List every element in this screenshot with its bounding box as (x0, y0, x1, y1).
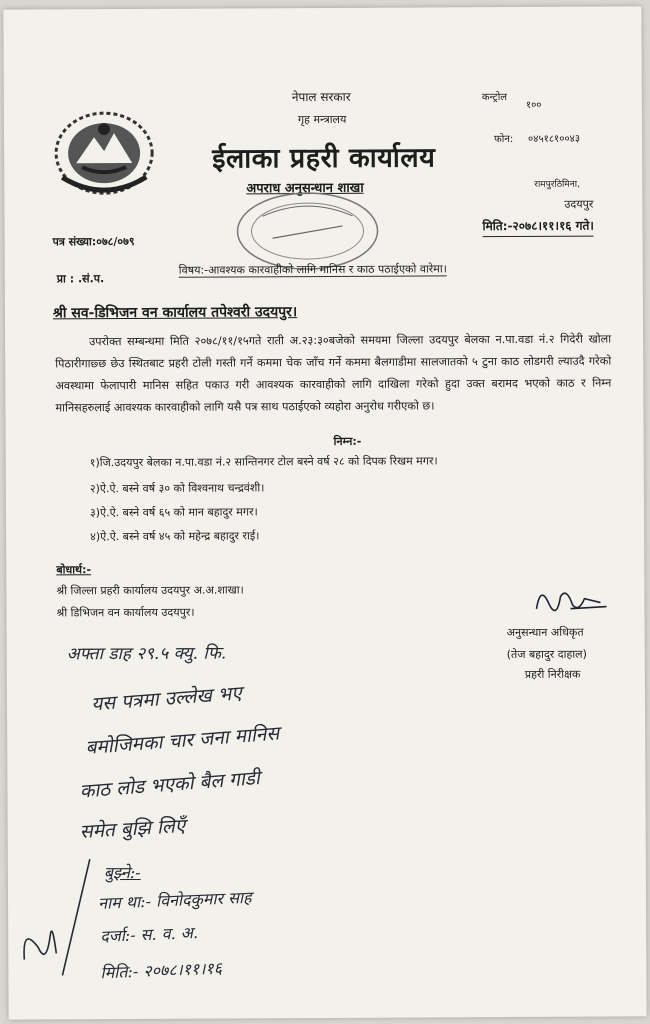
list-item: ४)ऐ.ऐ. बस्ने वर्ष ४५ को महेन्द्र बहादुर राई। (90, 529, 260, 544)
list-item: १)जि.उदयपुर बेलका न.पा.वडा नं.२ सान्तिनगर टोल बस्ने वर्ष २८ को दिपक रिखम मगर। (89, 454, 438, 470)
cc-item: श्री जिल्ला प्रहरी कार्यालय उदयपुर अ.अ.शाखा। (56, 583, 244, 598)
recipient: श्री सव-डिभिजन वन कार्यालय तपेश्वरी उदयपुर। (52, 304, 298, 322)
letter-page (3, 6, 646, 1019)
officer-title: अनुसन्धान अधिकृत (506, 625, 584, 640)
officer-rank: प्रहरी निरीक्षक (524, 667, 581, 681)
receiver-label: बुझ्ने:- (103, 862, 141, 883)
office-title: ईलाका प्रहरी कार्यालय (212, 142, 436, 175)
pra-label: प्रा : .सं.प. (56, 272, 105, 286)
control-value: १०० (525, 99, 542, 111)
list-item: २)ऐ.ऐ. बस्ने वर्ष ३० को विश्वनाथ चन्द्रवंशी। (89, 481, 265, 496)
letter-date: मिति:-२०७८।११।१६ गते। (482, 217, 593, 238)
receiver-date: मिति:- २०७८।११।१६ (100, 958, 223, 983)
receiver-name: नाम था:- विनोदकुमार साह (97, 887, 252, 913)
receiver-rank: दर्जा:- स. व. अ. (99, 922, 199, 946)
government-name: नेपाल सरकार (291, 89, 351, 105)
handwritten-note-line: यस पत्रमा उल्लेख भए (90, 682, 243, 716)
address-line-1: रामपुरठिमिना, (534, 179, 580, 190)
phone-label: फोन: (494, 134, 514, 146)
phone-value: ०४५१८१००४३ (528, 133, 581, 145)
list-item: ३)ऐ.ऐ. बस्ने वर्ष ६५ को मान बहादुर मगर। (89, 505, 258, 520)
letter-body: उपरोक्त सम्बन्धमा मिति २०७८/११/१५गते राती अ.२३:३०बजेको समयमा जिल्ला उदयपुर बेलका न.पा.वडा नं.२ गिदेरी खोला पिठारीगाछ्छ छेउ स्थितबाट प्रहरी टोली गस्ती गर्ने कममा चेक जाँच गर्ने कममा बैलगाडीमा सालजातको ५ टुना काठ लोडगरी ल्याउदै गरेको अवस्थामा फेलापारी मानिस सहित पकाउ गरी आवश्यक कारवाहीको लागि दाखिला गरेको हुदा उक्त बरामद भएको काठ र निम्न मानिसहरुलाई आवश्यक कारवाहीको लागि यसै पत्र साथ पठाईएको व्यहोरा अनुरोध गरीएको छ। (55, 332, 612, 415)
list-heading: निम्न:- (333, 434, 362, 448)
officer-name: (तेज बहादुर दाहाल) (506, 647, 587, 662)
handwritten-note-line: समेत बुझि लिएँ (79, 814, 186, 844)
ministry-name: गृह मन्त्रालय (297, 112, 347, 127)
handwritten-note-line: बमोजिमका चार जना मानिस (84, 722, 280, 759)
handwritten-note-line: अफ्ता डाह २९.५ क्यु. फि. (66, 643, 227, 665)
subject-line (179, 259, 449, 280)
branch-name: अपराध अनुसन्धान शाखा (246, 180, 364, 197)
nepal-emblem-icon (52, 107, 156, 200)
subject-text: विषय:-आवश्यक कारवाहीको लागि मानिस र काठ पठाईएको वारेमा। (178, 262, 447, 277)
cc-heading: बोधार्थ:- (56, 563, 92, 577)
officer-signature (530, 579, 610, 623)
receiver-signature (16, 855, 97, 985)
address-line-2: उदयपुर (564, 197, 594, 211)
letter-number: पत्र संख्या:०७८/०७९ (52, 234, 135, 249)
cc-item: श्री डिभिजन वन कार्यालय उदयपुर। (56, 605, 195, 620)
handwritten-note-line: काठ लोड भएको बैल गाडी (78, 767, 261, 803)
control-label: कन्ट्रोल (481, 92, 508, 104)
